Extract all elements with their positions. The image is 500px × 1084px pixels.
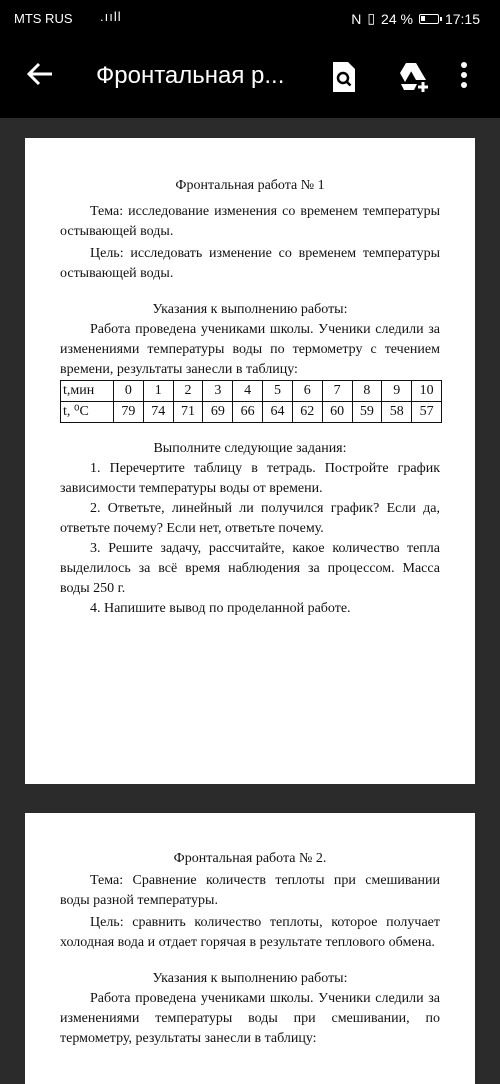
table-cell: 62 bbox=[292, 402, 322, 423]
page-1-title: Фронтальная работа № 1 bbox=[175, 178, 325, 193]
task-item: 1. Перечертите таблицу в тетрадь. Постройте график зависимости температуры воды от времени. bbox=[60, 461, 440, 496]
more-vert-icon[interactable] bbox=[460, 60, 474, 96]
table-cell: 69 bbox=[203, 402, 233, 423]
page-1-topic: Тема: исследование изменения со временем температуры остывающей воды. bbox=[60, 204, 440, 239]
document-title: Фронтальная р... bbox=[96, 62, 285, 89]
table-cell: 64 bbox=[263, 402, 293, 423]
table-row bbox=[61, 381, 442, 402]
document-page-2 bbox=[25, 813, 475, 1084]
vibrate-icon: ▯ bbox=[367, 10, 376, 26]
table-header-time: t,мин bbox=[61, 381, 114, 402]
page-1-content bbox=[60, 176, 440, 619]
status-bar bbox=[0, 0, 500, 38]
clock: 17:15 bbox=[444, 10, 480, 27]
table-row bbox=[61, 402, 442, 423]
add-to-drive-icon[interactable] bbox=[395, 60, 425, 96]
table-cell: 79 bbox=[114, 402, 144, 423]
search-in-document-icon[interactable] bbox=[330, 60, 360, 96]
status-right bbox=[351, 10, 480, 27]
table-cell: 74 bbox=[143, 402, 173, 423]
battery-percent: 24 % bbox=[381, 10, 413, 27]
page-2-title: Фронтальная работа № 2. bbox=[173, 851, 327, 866]
page-1-instructions-heading: Указания к выполнению работы: bbox=[152, 302, 348, 317]
table-cell: 9 bbox=[382, 381, 412, 402]
back-arrow-icon[interactable] bbox=[24, 58, 58, 98]
table-header-temperature: t, ⁰С bbox=[61, 402, 114, 423]
table-cell: 5 bbox=[263, 381, 293, 402]
signal-icon: .ııll bbox=[100, 9, 122, 24]
table-cell: 59 bbox=[352, 402, 382, 423]
task-item: 4. Напишите вывод по проделанной работе. bbox=[90, 601, 351, 616]
table-cell: 3 bbox=[203, 381, 233, 402]
page-2-topic: Тема: Сравнение количеств теплоты при смешивании воды разной температуры. bbox=[60, 873, 440, 908]
table-cell: 7 bbox=[322, 381, 352, 402]
battery-icon bbox=[419, 14, 439, 24]
page-1-instructions: Работа проведена учениками школы. Ученики следили за изменениями температуры воды по термометру с течением времени, результаты занесли в таблицу: bbox=[60, 322, 440, 377]
table-cell: 58 bbox=[382, 402, 412, 423]
table-cell: 57 bbox=[412, 402, 442, 423]
page-2-content bbox=[60, 849, 440, 1049]
task-item: 3. Решите задачу, рассчитайте, какое количество тепла выделилось за всё время наблюдения за процессом. Масса воды 250 г. bbox=[60, 541, 440, 596]
table-cell: 66 bbox=[233, 402, 263, 423]
table-cell: 8 bbox=[352, 381, 382, 402]
table-cell: 4 bbox=[233, 381, 263, 402]
page-1-goal: Цель: исследовать изменение со временем температуры остывающей воды. bbox=[60, 246, 440, 281]
page-1-tasks-heading: Выполните следующие задания: bbox=[153, 441, 347, 456]
nfc-icon: N bbox=[351, 10, 362, 27]
table-cell: 0 bbox=[114, 381, 144, 402]
measurement-table bbox=[60, 380, 442, 423]
page-2-instructions-heading: Указания к выполнению работы: bbox=[152, 971, 348, 986]
table-cell: 60 bbox=[322, 402, 352, 423]
page-2-instructions: Работа проведена учениками школы. Ученики следили за изменениями температуры воды при смешивании, по термометру, результаты занесли в таблицу: bbox=[60, 991, 440, 1046]
carrier-label: MTS RUS bbox=[14, 11, 73, 26]
table-cell: 2 bbox=[173, 381, 203, 402]
table-cell: 6 bbox=[292, 381, 322, 402]
task-item: 2. Ответьте, линейный ли получился график? Если да, ответьте почему? Если нет, ответьте почему. bbox=[60, 501, 440, 536]
table-cell: 71 bbox=[173, 402, 203, 423]
document-page-1 bbox=[25, 138, 475, 784]
app-bar bbox=[0, 38, 500, 118]
table-cell: 10 bbox=[412, 381, 442, 402]
table-cell: 1 bbox=[143, 381, 173, 402]
page-2-goal: Цель: сравнить количество теплоты, которое получает холодная вода и отдает горячая в результате теплового обмена. bbox=[60, 915, 440, 950]
